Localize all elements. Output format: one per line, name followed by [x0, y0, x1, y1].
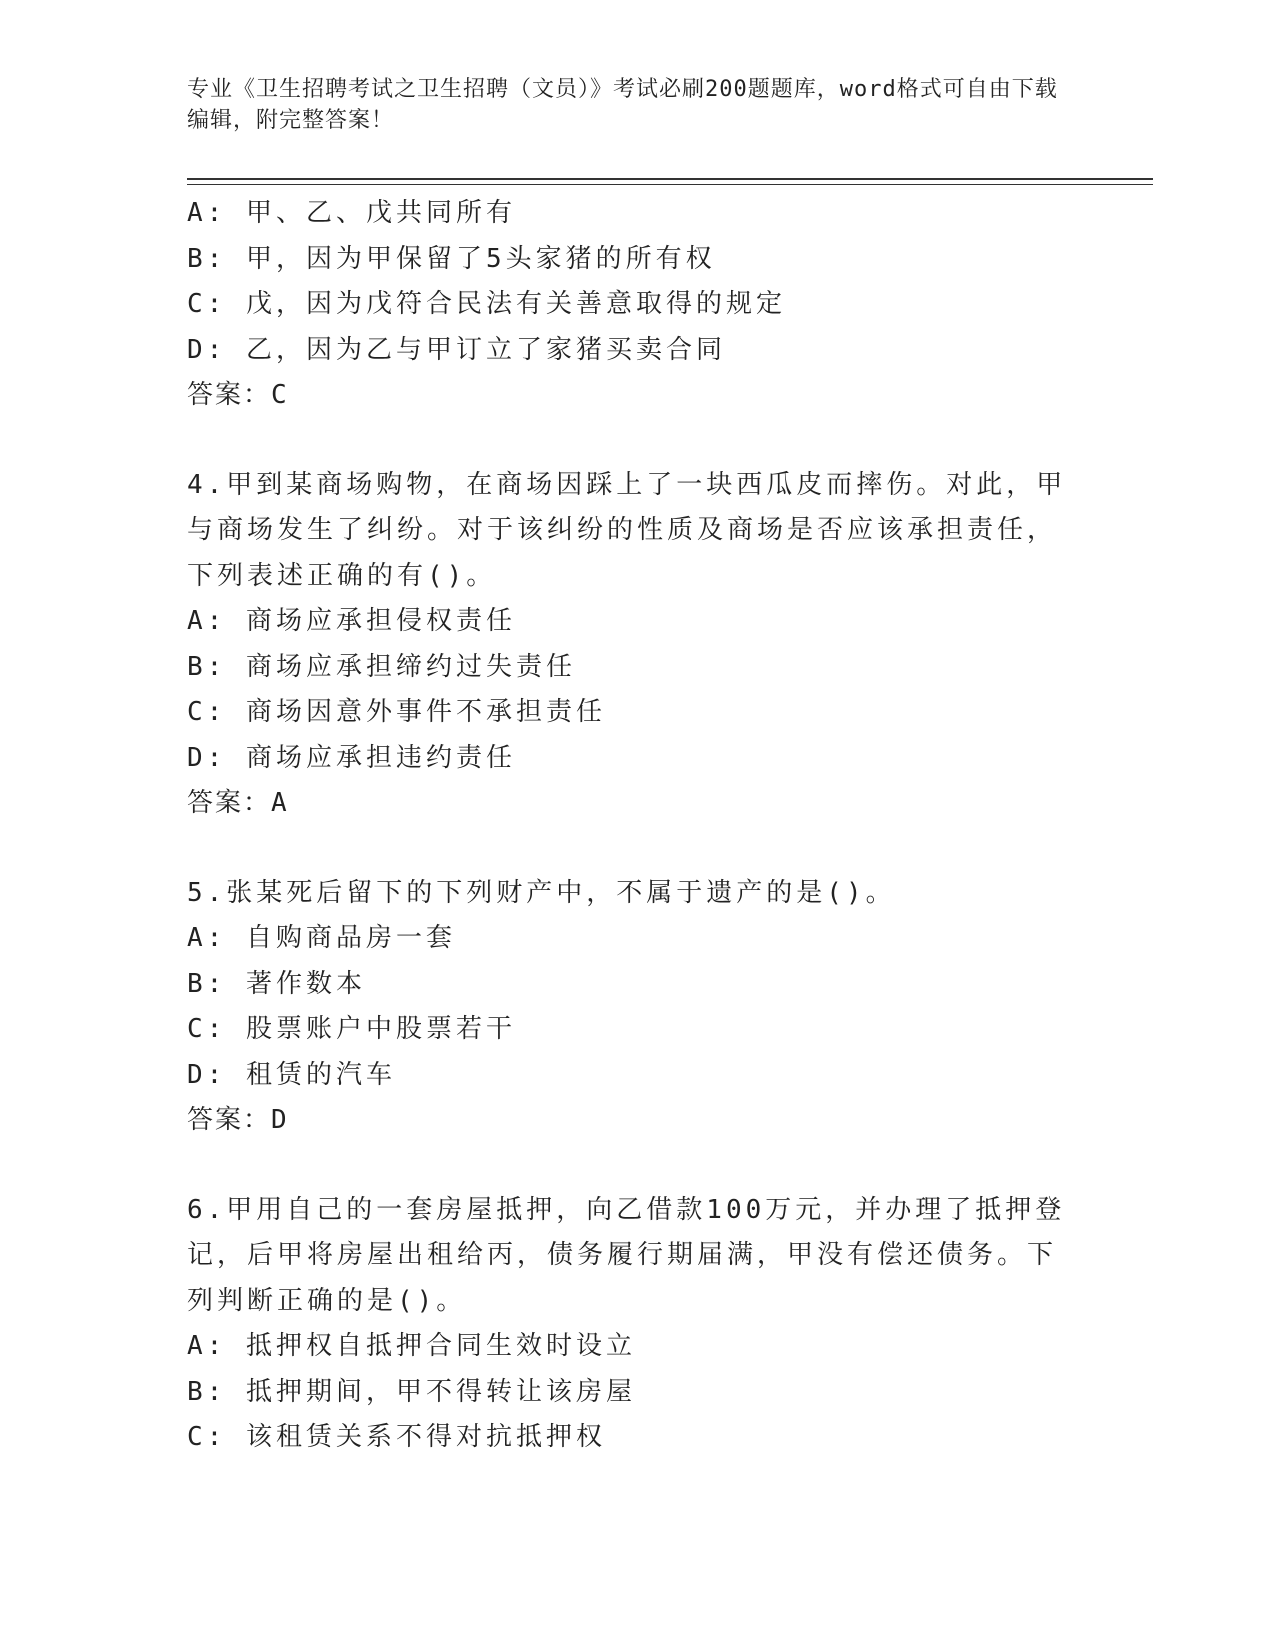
option-a: A: 自购商品房一套	[187, 923, 456, 953]
option-a: A: 商场应承担侵权责任	[187, 606, 516, 636]
option-c: C: 戊，因为戊符合民法有关善意取得的规定	[187, 289, 786, 319]
option-c: C: 股票账户中股票若干	[187, 1014, 516, 1044]
question-block	[187, 463, 1067, 827]
option-d: D: 租赁的汽车	[187, 1059, 396, 1090]
option-d: D: 乙，因为乙与甲订立了家猪买卖合同	[187, 334, 726, 365]
option-a: A: 甲、乙、戊共同所有	[187, 198, 516, 228]
question-stem: 6.甲用自己的一套房屋抵押，向乙借款100万元，并办理了抵押登记，后甲将房屋出租给丙，债务履行期届满，甲没有偿还债务。下列判断正确的是()。	[187, 1194, 1066, 1316]
answer: 答案：A	[187, 788, 289, 818]
question-block	[187, 1188, 1067, 1461]
spacer	[187, 1144, 1067, 1188]
answer: 答案：D	[187, 1105, 289, 1135]
answer: 答案：C	[187, 380, 289, 410]
question-stem: 5.张某死后留下的下列财产中，不属于遗产的是()。	[187, 877, 896, 908]
option-d: D: 商场应承担违约责任	[187, 742, 516, 773]
header-divider-thin	[187, 184, 1153, 185]
question-block	[187, 871, 1067, 1144]
option-c: C: 商场因意外事件不承担责任	[187, 697, 606, 727]
option-b: B: 抵押期间，甲不得转让该房屋	[187, 1376, 636, 1407]
header-divider	[187, 178, 1153, 180]
question-block	[187, 191, 1067, 419]
spacer	[187, 827, 1067, 871]
option-b: B: 甲，因为甲保留了5头家猪的所有权	[187, 243, 716, 274]
question-stem: 4.甲到某商场购物，在商场因踩上了一块西瓜皮而摔伤。对此，甲与商场发生了纠纷。对于该纠纷的性质及商场是否应该承担责任，下列表述正确的有()。	[187, 469, 1067, 591]
document-header: 专业《卫生招聘考试之卫生招聘（文员）》考试必刷200题题库，word格式可自由下载编辑，附完整答案！	[187, 77, 1058, 133]
option-b: B: 商场应承担缔约过失责任	[187, 651, 576, 682]
option-b: B: 著作数本	[187, 968, 366, 999]
option-a: A: 抵押权自抵押合同生效时设立	[187, 1331, 636, 1361]
spacer	[187, 419, 1067, 463]
option-c: C: 该租赁关系不得对抗抵押权	[187, 1422, 606, 1452]
question-list	[187, 191, 1067, 1461]
